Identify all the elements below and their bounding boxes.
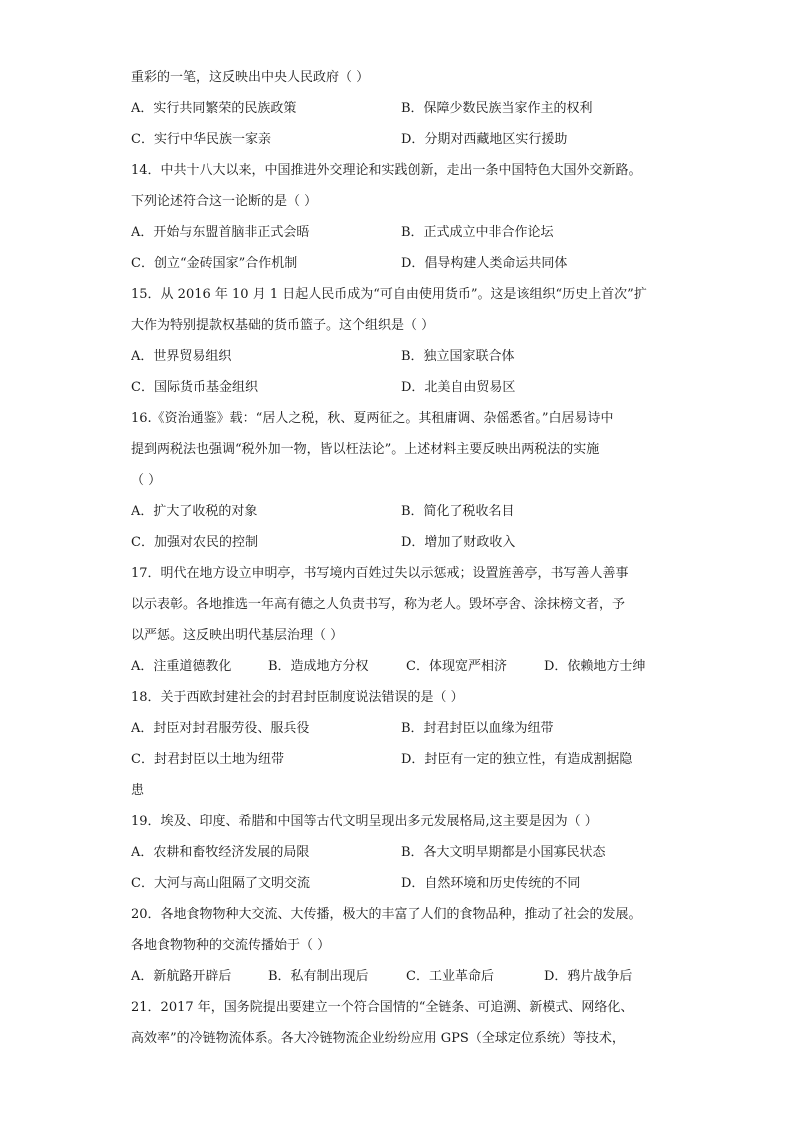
- option-a[interactable]: A．新航路开辟后: [131, 969, 232, 984]
- question-14-stem-line: 下列论述符合这一论断的是（ ）: [131, 194, 318, 209]
- question-13-stem-line: 重彩的一笔，这反映出中央人民政府（ ）: [131, 70, 370, 85]
- option-d[interactable]: D．鸦片战争后: [544, 969, 633, 984]
- question-14-options-row-1: [131, 217, 671, 248]
- question-16-stem-line: （ ）: [131, 473, 162, 488]
- question-18-option-d-continuation: 患: [131, 783, 145, 798]
- option-b[interactable]: B．独立国家联合体: [401, 349, 515, 364]
- option-d[interactable]: D．依赖地方士绅: [544, 659, 646, 674]
- option-b[interactable]: B．各大文明早期都是小国寡民状态: [401, 845, 606, 860]
- question-13-options-row-2: [131, 124, 671, 155]
- option-b[interactable]: B．封君封臣以血缘为纽带: [401, 721, 554, 736]
- question-20-options-row: [131, 961, 671, 992]
- option-a[interactable]: A．开始与东盟首脑非正式会晤: [131, 225, 310, 240]
- question-17-stem-line: 以严惩。这反映出明代基层治理（ ）: [131, 628, 344, 643]
- option-b[interactable]: B．私有制出现后: [268, 969, 369, 984]
- option-c[interactable]: C．创立“金砖国家”合作机制: [131, 256, 298, 271]
- option-d[interactable]: D．自然环境和历史传统的不同: [401, 876, 581, 891]
- question-20-stem-line: 各地食物物种的交流传播始于（ ）: [131, 938, 331, 953]
- option-c[interactable]: C．大河与高山阻隔了文明交流: [131, 876, 310, 891]
- option-b[interactable]: B．造成地方分权: [268, 659, 369, 674]
- question-14-options-row-2: [131, 248, 671, 279]
- question-17-stem-line: 以示表彰。各地推选一年高有德之人负责书写，称为老人。毁坏亭舍、涂抹榜文者，予: [131, 597, 626, 612]
- option-a[interactable]: A．扩大了收税的对象: [131, 504, 258, 519]
- question-15-stem-line: 大作为特别提款权基础的货币篮子。这个组织是（ ）: [131, 318, 435, 333]
- option-b[interactable]: B．保障少数民族当家作主的权利: [401, 101, 593, 116]
- option-c[interactable]: C．国际货币基金组织: [131, 380, 258, 395]
- question-17-stem-line: 17．明代在地方设立申明亭，书写境内百姓过失以示惩戒；设置旌善亭，书写善人善事: [131, 566, 629, 581]
- question-20-stem-line: 20．各地食物物种大交流、大传播，极大的丰富了人们的食物品种，推动了社会的发展。: [131, 907, 642, 922]
- option-b[interactable]: B．简化了税收名目: [401, 504, 515, 519]
- question-15-options-row-1: [131, 341, 671, 372]
- question-17-options-row: [131, 651, 671, 682]
- question-21-stem-line: 21．2017 年，国务院提出要建立一个符合国情的“全链条、可追溯、新模式、网络化、: [131, 1000, 634, 1015]
- option-c[interactable]: C．实行中华民族一家亲: [131, 132, 271, 147]
- option-a[interactable]: A．注重道德教化: [131, 659, 232, 674]
- option-d[interactable]: D．北美自由贸易区: [401, 380, 516, 395]
- option-d[interactable]: D．增加了财政收入: [401, 535, 516, 550]
- option-a[interactable]: A．农耕和畜牧经济发展的局限: [131, 845, 310, 860]
- option-c[interactable]: C．工业革命后: [406, 969, 494, 984]
- question-16-stem-line: 16.《资治通鉴》载：“居人之税，秋、夏两征之。其租庸调、杂傜悉省。”白居易诗中: [131, 411, 614, 426]
- question-19-options-row-2: [131, 868, 671, 899]
- option-b[interactable]: B．正式成立中非合作论坛: [401, 225, 554, 240]
- question-list: [131, 62, 671, 1054]
- question-14-stem-line: 14．中共十八大以来，中国推进外交理论和实践创新，走出一条中国特色大国外交新路。: [131, 163, 642, 178]
- option-c[interactable]: C．加强对农民的控制: [131, 535, 258, 550]
- question-18-stem-line: 18．关于西欧封建社会的封君封臣制度说法错误的是（ ）: [131, 690, 464, 705]
- option-a[interactable]: A．实行共同繁荣的民族政策: [131, 101, 297, 116]
- option-d[interactable]: D．封臣有一定的独立性，有造成割据隐: [401, 752, 633, 767]
- option-a[interactable]: A．封臣对封君服劳役、服兵役: [131, 721, 310, 736]
- question-16-options-row-2: [131, 527, 671, 558]
- question-18-options-row-2: [131, 744, 671, 775]
- question-16-stem-line: 提到两税法也强调“税外加一物，皆以枉法论”。上述材料主要反映出两税法的实施: [131, 442, 600, 457]
- option-d[interactable]: D．分期对西藏地区实行援助: [401, 132, 568, 147]
- question-15-options-row-2: [131, 372, 671, 403]
- question-21-stem-line: 高效率”的冷链物流体系。各大冷链物流企业纷纷应用 GPS（全球定位系统）等技术，: [131, 1031, 625, 1046]
- option-a[interactable]: A．世界贸易组织: [131, 349, 232, 364]
- question-15-stem-line: 15．从 2016 年 10 月 1 日起人民币成为“可自由使用货币”。这是该组织“历史上首次”扩: [131, 287, 647, 302]
- question-19-stem-line: 19．埃及、印度、希腊和中国等古代文明呈现出多元发展格局,这主要是因为（ ）: [131, 814, 598, 829]
- question-13-options-row-1: [131, 93, 671, 124]
- question-18-options-row-1: [131, 713, 671, 744]
- option-c[interactable]: C．体现宽严相济: [406, 659, 507, 674]
- question-19-options-row-1: [131, 837, 671, 868]
- option-d[interactable]: D．倡导构建人类命运共同体: [401, 256, 568, 271]
- option-c[interactable]: C．封君封臣以土地为纽带: [131, 752, 284, 767]
- question-16-options-row-1: [131, 496, 671, 527]
